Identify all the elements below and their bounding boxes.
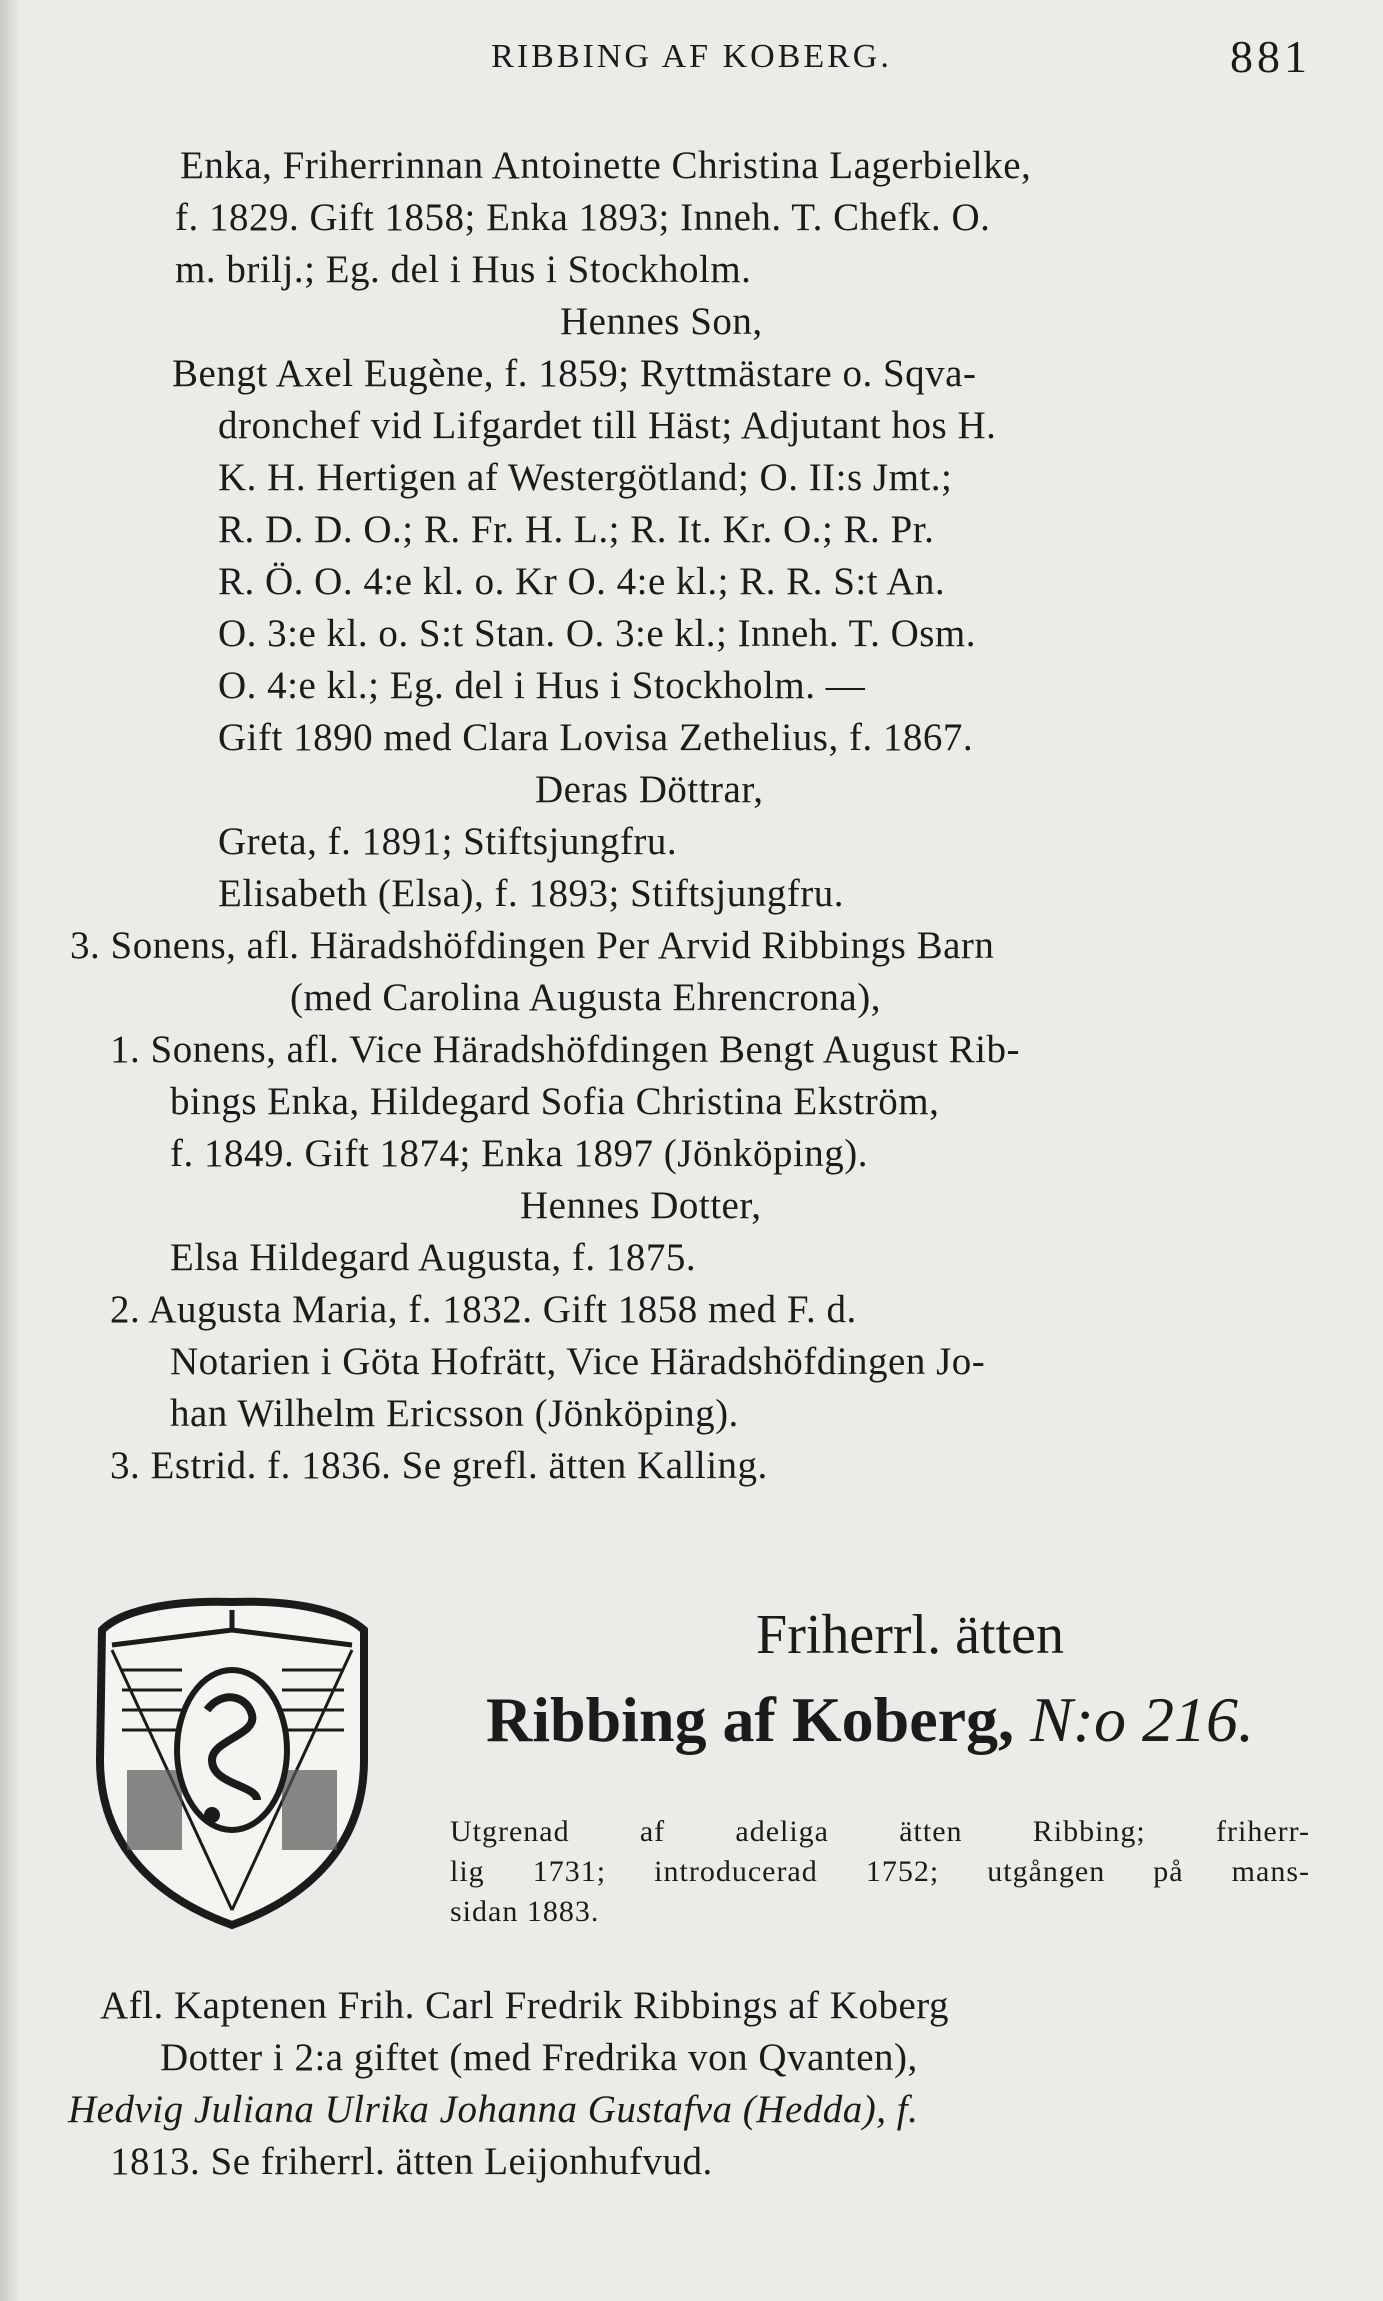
text-line: m. brilj.; Eg. del i Hus i Stockholm. (175, 248, 752, 291)
section-number: N:o 216. (1030, 1684, 1255, 1755)
text-line: O. 4:e kl.; Eg. del i Hus i Stockholm. — (218, 664, 866, 707)
text-line: 1813. Se friherrl. ätten Leijonhufvud. (110, 2140, 713, 2183)
coat-of-arms-icon (82, 1590, 382, 1930)
text-line: bings Enka, Hildegard Sofia Christina Ekström, (170, 1080, 940, 1123)
text-line: R. Ö. O. 4:e kl. o. Kr O. 4:e kl.; R. R. S:t An. (218, 560, 946, 603)
text-line: dronchef vid Lifgardet till Häst; Adjutant hos H. (218, 404, 997, 447)
text-line: Dotter i 2:a giftet (med Fredrika von Qvanten), (160, 2036, 918, 2079)
text-line: han Wilhelm Ericsson (Jönköping). (170, 1392, 739, 1435)
section-title-name: Ribbing af Koberg, (485, 1684, 1015, 1755)
section-description-line: sidan 1883. (450, 1895, 600, 1928)
text-line: Hedvig Juliana Ulrika Johanna Gustafva (Hedda), f. (68, 2088, 919, 2131)
page-header (0, 28, 1383, 88)
text-line: Deras Döttrar, (535, 768, 764, 811)
section-pre-title: Friherrl. ätten (756, 1604, 1064, 1666)
text-line: 3. Estrid. f. 1836. Se grefl. ätten Kalling. (110, 1444, 768, 1487)
text-line: Afl. Kaptenen Frih. Carl Fredrik Ribbings af Koberg (100, 1984, 950, 2027)
text-line: Hennes Dotter, (520, 1184, 762, 1227)
text-line: 2. Augusta Maria, f. 1832. Gift 1858 med F. d. (110, 1288, 857, 1331)
text-line: Hennes Son, (560, 300, 763, 343)
section-title (420, 1680, 1320, 1760)
page-edge (0, 0, 18, 2301)
text-line: f. 1849. Gift 1874; Enka 1897 (Jönköping). (170, 1132, 869, 1175)
text-line: f. 1829. Gift 1858; Enka 1893; Inneh. T. Chefk. O. (175, 196, 991, 239)
page-number: 881 (1230, 31, 1311, 82)
section-description-line: lig 1731; introducerad 1752; utgången på mans- (450, 1855, 1310, 1888)
text-line: Enka, Friherrinnan Antoinette Christina Lagerbielke, (180, 144, 1032, 187)
text-line: Elsa Hildegard Augusta, f. 1875. (170, 1236, 697, 1279)
text-line: O. 3:e kl. o. S:t Stan. O. 3:e kl.; Inneh. T. Osm. (218, 612, 977, 655)
running-title: RIBBING AF KOBERG. (491, 38, 892, 75)
text-line: Bengt Axel Eugène, f. 1859; Ryttmästare o. Sqva- (172, 352, 977, 395)
text-line: Greta, f. 1891; Stiftsjungfru. (218, 820, 678, 863)
text-line: Notarien i Göta Hofrätt, Vice Häradshöfdingen Jo- (170, 1340, 986, 1383)
text-line: K. H. Hertigen af Westergötland; O. II:s Jmt.; (218, 456, 953, 499)
text-line: 1. Sonens, afl. Vice Häradshöfdingen Bengt August Rib- (110, 1028, 1020, 1071)
section-description-line: Utgrenad af adeliga ätten Ribbing; friherr- (450, 1815, 1310, 1848)
text-line: R. D. D. O.; R. Fr. H. L.; R. It. Kr. O.; R. Pr. (218, 508, 935, 551)
text-line: Elisabeth (Elsa), f. 1893; Stiftsjungfru. (218, 872, 844, 915)
text-line: (med Carolina Augusta Ehrencrona), (290, 976, 881, 1019)
text-line: Gift 1890 med Clara Lovisa Zethelius, f. 1867. (218, 716, 974, 759)
text-line: 3. Sonens, afl. Häradshöfdingen Per Arvid Ribbings Barn (70, 924, 995, 967)
